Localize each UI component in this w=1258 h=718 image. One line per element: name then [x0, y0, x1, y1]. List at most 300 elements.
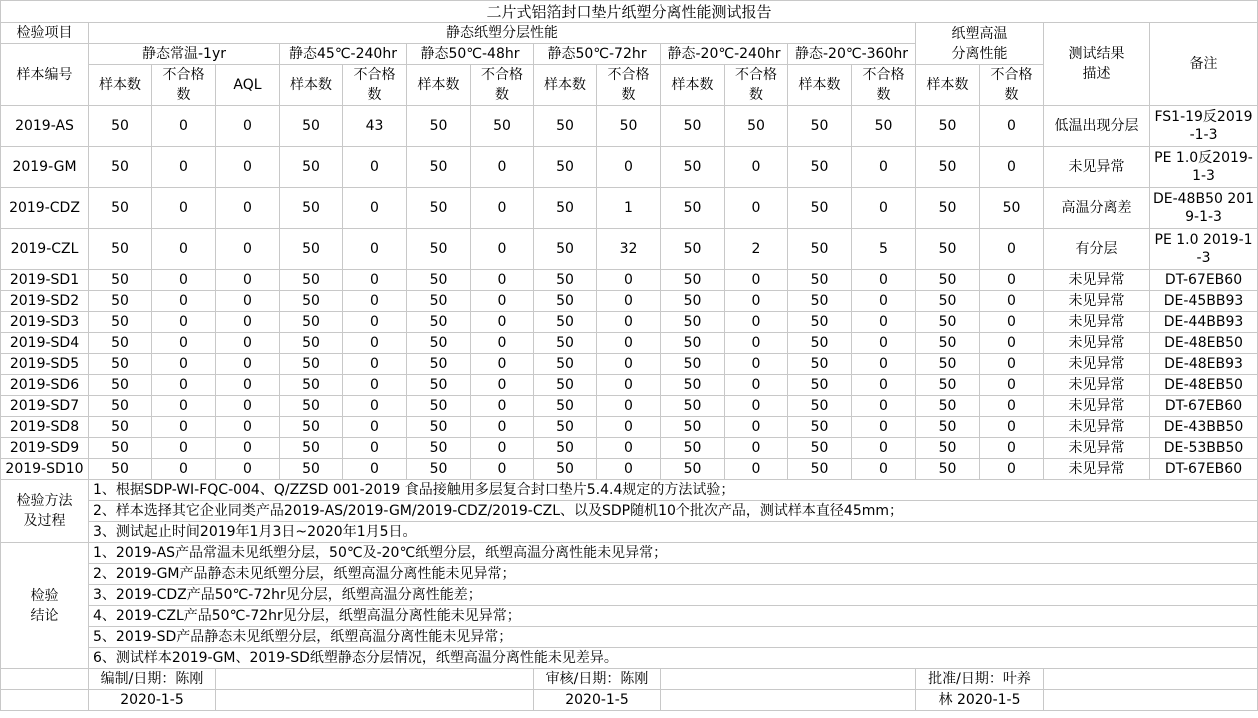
value-cell: 0	[152, 438, 216, 459]
value-cell: 50	[661, 188, 725, 229]
value-cell: 50	[407, 417, 471, 438]
value-cell: 50	[471, 106, 534, 147]
value-cell: 50	[534, 147, 597, 188]
value-cell: 0	[216, 354, 280, 375]
value-cell: 50	[661, 312, 725, 333]
value-cell: 0	[597, 438, 661, 459]
value-cell: 50	[534, 375, 597, 396]
value-cell: 50	[89, 147, 152, 188]
value-cell: 50	[788, 375, 852, 396]
sample-id-cell: 2019-SD4	[1, 333, 89, 354]
value-cell: 0	[471, 354, 534, 375]
remark-cell: DE-48EB50	[1150, 375, 1258, 396]
sample-count-header: 样本数	[916, 65, 980, 106]
value-cell: 0	[725, 147, 788, 188]
value-cell: 0	[725, 417, 788, 438]
conclusion-line: 2、2019-GM产品静态未见纸塑分层，纸塑高温分离性能未见异常；	[89, 564, 1258, 585]
conclusion-line: 3、2019-CDZ产品50℃-72hr见分层，纸塑高温分离性能差；	[89, 585, 1258, 606]
value-cell: 50	[407, 333, 471, 354]
table-row	[1, 396, 1258, 417]
value-cell: 0	[216, 312, 280, 333]
value-cell: 0	[852, 188, 916, 229]
result-desc-cell: 未见异常	[1044, 333, 1150, 354]
sample-count-header: 样本数	[407, 65, 471, 106]
value-cell: 32	[597, 229, 661, 270]
value-cell: 50	[280, 188, 343, 229]
value-cell: 0	[980, 229, 1044, 270]
value-cell: 50	[534, 354, 597, 375]
value-cell: 0	[152, 396, 216, 417]
value-cell: 50	[916, 459, 980, 480]
value-cell: 50	[916, 396, 980, 417]
value-cell: 50	[597, 106, 661, 147]
reviewed-date: 2020-1-5	[534, 690, 661, 711]
value-cell: 0	[725, 438, 788, 459]
value-cell: 50	[407, 106, 471, 147]
value-cell: 0	[216, 106, 280, 147]
remark-cell: DT-67EB60	[1150, 396, 1258, 417]
result-desc-cell: 未见异常	[1044, 312, 1150, 333]
value-cell: 5	[852, 229, 916, 270]
condition-header: 静态50℃-48hr	[407, 44, 534, 65]
value-cell: 50	[916, 188, 980, 229]
result-desc-cell: 未见异常	[1044, 417, 1150, 438]
remark-cell: DT-67EB60	[1150, 459, 1258, 480]
value-cell: 50	[788, 417, 852, 438]
value-cell: 0	[852, 396, 916, 417]
value-cell: 50	[788, 459, 852, 480]
value-cell: 0	[471, 188, 534, 229]
value-cell: 50	[916, 312, 980, 333]
remark-cell: DE-43BB50	[1150, 417, 1258, 438]
value-cell: 50	[534, 333, 597, 354]
value-cell: 50	[788, 354, 852, 375]
value-cell: 0	[471, 459, 534, 480]
value-cell: 0	[725, 459, 788, 480]
value-cell: 50	[280, 459, 343, 480]
conclusion-line: 1、2019-AS产品常温未见纸塑分层，50℃及-20℃纸塑分层，纸塑高温分离性能未见异常；	[89, 543, 1258, 564]
value-cell: 0	[597, 147, 661, 188]
value-cell: 50	[788, 396, 852, 417]
value-cell: 0	[152, 147, 216, 188]
value-cell: 50	[280, 229, 343, 270]
value-cell: 0	[852, 375, 916, 396]
value-cell: 0	[597, 333, 661, 354]
value-cell: 50	[407, 396, 471, 417]
method-line: 2、样本选择其它企业同类产品2019-AS/2019-GM/2019-CDZ/2019-CZL、以及SDP随机10个批次产品，测试样本直径45mm；	[89, 501, 1258, 522]
test-item-header: 检验项目	[1, 23, 89, 44]
value-cell: 0	[471, 229, 534, 270]
value-cell: 0	[597, 270, 661, 291]
fail-count-header: 不合格 数	[725, 65, 788, 106]
condition-header: 静态45℃-240hr	[280, 44, 407, 65]
sample-id-cell: 2019-SD2	[1, 291, 89, 312]
value-cell: 0	[216, 375, 280, 396]
fail-count-header: 不合格 数	[597, 65, 661, 106]
fail-count-header: 不合格 数	[980, 65, 1044, 106]
value-cell: 0	[725, 312, 788, 333]
condition-header: 静态-20℃-240hr	[661, 44, 788, 65]
value-cell: 50	[89, 438, 152, 459]
remark-cell: DE-45BB93	[1150, 291, 1258, 312]
value-cell: 50	[788, 312, 852, 333]
report-title: 二片式铝箔封口垫片纸塑分离性能测试报告	[1, 1, 1258, 23]
remark-cell: DE-48EB50	[1150, 333, 1258, 354]
table-row	[1, 375, 1258, 396]
value-cell: 50	[407, 229, 471, 270]
value-cell: 0	[980, 417, 1044, 438]
table-row	[1, 270, 1258, 291]
result-desc-cell: 未见异常	[1044, 270, 1150, 291]
value-cell: 0	[152, 375, 216, 396]
value-cell: 50	[407, 270, 471, 291]
conclusion-label-line: 检验	[30, 587, 59, 604]
value-cell: 0	[216, 188, 280, 229]
value-cell: 50	[661, 270, 725, 291]
footer-blank	[216, 690, 534, 711]
value-cell: 0	[216, 270, 280, 291]
value-cell: 0	[471, 333, 534, 354]
value-cell: 0	[852, 291, 916, 312]
value-cell: 50	[661, 106, 725, 147]
result-desc-cell: 未见异常	[1044, 438, 1150, 459]
value-cell: 0	[980, 375, 1044, 396]
value-cell: 50	[407, 188, 471, 229]
value-cell: 0	[343, 354, 407, 375]
footer-blank	[661, 669, 916, 690]
footer-blank	[216, 669, 534, 690]
table-row	[1, 354, 1258, 375]
reviewed-by: 审核/日期：陈刚	[534, 669, 661, 690]
table-row	[1, 147, 1258, 188]
value-cell: 50	[534, 291, 597, 312]
value-cell: 50	[407, 375, 471, 396]
value-cell: 50	[661, 147, 725, 188]
value-cell: 50	[280, 333, 343, 354]
value-cell: 50	[852, 106, 916, 147]
value-cell: 0	[597, 375, 661, 396]
value-cell: 0	[471, 147, 534, 188]
value-cell: 0	[152, 417, 216, 438]
value-cell: 0	[980, 291, 1044, 312]
value-cell: 50	[534, 229, 597, 270]
value-cell: 50	[534, 312, 597, 333]
table-row	[1, 106, 1258, 147]
value-cell: 50	[534, 270, 597, 291]
value-cell: 50	[280, 106, 343, 147]
value-cell: 50	[661, 417, 725, 438]
value-cell: 50	[407, 438, 471, 459]
value-cell: 50	[280, 375, 343, 396]
value-cell: 50	[534, 459, 597, 480]
value-cell: 0	[216, 291, 280, 312]
value-cell: 50	[788, 147, 852, 188]
value-cell: 50	[89, 188, 152, 229]
table-row	[1, 229, 1258, 270]
value-cell: 0	[216, 438, 280, 459]
value-cell: 0	[216, 229, 280, 270]
value-cell: 0	[725, 396, 788, 417]
remark-cell: FS1-19反2019-1-3	[1150, 106, 1258, 147]
value-cell: 50	[280, 312, 343, 333]
sample-id-cell: 2019-SD10	[1, 459, 89, 480]
value-cell: 0	[980, 312, 1044, 333]
method-label-line: 检验方法	[16, 493, 73, 509]
sample-id-cell: 2019-SD6	[1, 375, 89, 396]
result-desc-cell: 未见异常	[1044, 459, 1150, 480]
value-cell: 50	[280, 270, 343, 291]
value-cell: 0	[343, 188, 407, 229]
value-cell: 50	[916, 438, 980, 459]
sample-id-cell: 2019-SD5	[1, 354, 89, 375]
value-cell: 50	[280, 354, 343, 375]
value-cell: 0	[216, 417, 280, 438]
remark-cell: PE 1.0 2019-1-3	[1150, 229, 1258, 270]
method-line: 1、根据SDP-WI-FQC-004、Q/ZZSD 001-2019 食品接触用多层复合封口垫片5.4.4规定的方法试验；	[89, 480, 1258, 501]
footer-blank	[661, 690, 916, 711]
approved-date: 林 2020-1-5	[916, 690, 1044, 711]
result-desc-cell: 未见异常	[1044, 354, 1150, 375]
value-cell: 0	[597, 291, 661, 312]
value-cell: 0	[597, 417, 661, 438]
value-cell: 50	[661, 229, 725, 270]
value-cell: 0	[471, 312, 534, 333]
value-cell: 50	[89, 417, 152, 438]
footer-blank	[1, 690, 89, 711]
value-cell: 50	[407, 312, 471, 333]
sample-id-cell: 2019-SD7	[1, 396, 89, 417]
value-cell: 50	[916, 375, 980, 396]
value-cell: 1	[597, 188, 661, 229]
fail-count-header: 不合格 数	[852, 65, 916, 106]
conclusion-line: 5、2019-SD产品静态未见纸塑分层，纸塑高温分离性能未见异常；	[89, 627, 1258, 648]
value-cell: 50	[661, 438, 725, 459]
value-cell: 0	[597, 312, 661, 333]
sample-id-cell: 2019-SD1	[1, 270, 89, 291]
table-row	[1, 459, 1258, 480]
value-cell: 0	[980, 106, 1044, 147]
fail-count-header: 不合格 数	[471, 65, 534, 106]
table-row	[1, 417, 1258, 438]
value-cell: 0	[343, 459, 407, 480]
sample-id-cell: 2019-SD8	[1, 417, 89, 438]
value-cell: 0	[980, 147, 1044, 188]
sample-id-cell: 2019-AS	[1, 106, 89, 147]
value-cell: 50	[89, 312, 152, 333]
value-cell: 50	[916, 106, 980, 147]
table-row	[1, 291, 1258, 312]
value-cell: 50	[916, 354, 980, 375]
footer-blank	[1044, 669, 1258, 690]
layer-group-header: 静态纸塑分层性能	[89, 23, 916, 44]
value-cell: 50	[534, 396, 597, 417]
method-label	[1, 480, 89, 543]
remark-cell: DE-48B50 2019-1-3	[1150, 188, 1258, 229]
value-cell: 50	[407, 291, 471, 312]
value-cell: 0	[597, 354, 661, 375]
sample-id-header: 样本编号	[1, 44, 89, 106]
value-cell: 50	[916, 333, 980, 354]
value-cell: 0	[725, 188, 788, 229]
value-cell: 0	[216, 396, 280, 417]
value-cell: 50	[280, 396, 343, 417]
value-cell: 0	[152, 270, 216, 291]
value-cell: 0	[343, 270, 407, 291]
value-cell: 50	[661, 354, 725, 375]
remark-cell: DT-67EB60	[1150, 270, 1258, 291]
prepared-date: 2020-1-5	[89, 690, 216, 711]
value-cell: 50	[280, 417, 343, 438]
fail-count-header: 不合格 数	[152, 65, 216, 106]
value-cell: 50	[788, 438, 852, 459]
value-cell: 0	[471, 291, 534, 312]
value-cell: 50	[534, 188, 597, 229]
value-cell: 0	[471, 270, 534, 291]
value-cell: 50	[280, 147, 343, 188]
value-cell: 0	[725, 291, 788, 312]
remark-cell: DE-53BB50	[1150, 438, 1258, 459]
result-desc-cell: 未见异常	[1044, 375, 1150, 396]
table-row	[1, 333, 1258, 354]
value-cell: 0	[471, 396, 534, 417]
value-cell: 50	[89, 354, 152, 375]
value-cell: 50	[661, 459, 725, 480]
value-cell: 0	[852, 270, 916, 291]
value-cell: 0	[725, 375, 788, 396]
value-cell: 50	[661, 396, 725, 417]
value-cell: 0	[980, 396, 1044, 417]
result-desc-cell: 高温分离差	[1044, 188, 1150, 229]
value-cell: 0	[152, 312, 216, 333]
value-cell: 0	[471, 438, 534, 459]
high-temp-header-line: 分离性能	[951, 45, 1008, 62]
value-cell: 0	[725, 333, 788, 354]
value-cell: 50	[280, 291, 343, 312]
value-cell: 0	[343, 417, 407, 438]
value-cell: 0	[852, 459, 916, 480]
sample-count-header: 样本数	[661, 65, 725, 106]
value-cell: 0	[597, 459, 661, 480]
value-cell: 0	[152, 291, 216, 312]
value-cell: 50	[661, 291, 725, 312]
value-cell: 50	[916, 291, 980, 312]
table-row	[1, 438, 1258, 459]
value-cell: 50	[916, 229, 980, 270]
value-cell: 0	[980, 438, 1044, 459]
result-desc-header-line: 描述	[1082, 66, 1111, 82]
value-cell: 50	[89, 270, 152, 291]
value-cell: 0	[980, 354, 1044, 375]
value-cell: 50	[661, 375, 725, 396]
result-desc-cell: 未见异常	[1044, 147, 1150, 188]
value-cell: 0	[216, 459, 280, 480]
aql-header: AQL	[216, 65, 280, 106]
conclusion-line: 6、测试样本2019-GM、2019-SD纸塑静态分层情况，纸塑高温分离性能未见差异。	[89, 648, 1258, 669]
value-cell: 0	[343, 333, 407, 354]
value-cell: 0	[152, 354, 216, 375]
value-cell: 50	[788, 333, 852, 354]
value-cell: 0	[152, 106, 216, 147]
prepared-by: 编制/日期：陈刚	[89, 669, 216, 690]
value-cell: 50	[89, 291, 152, 312]
value-cell: 0	[852, 354, 916, 375]
value-cell: 0	[216, 333, 280, 354]
value-cell: 50	[661, 333, 725, 354]
high-temp-header	[916, 23, 1044, 65]
footer-blank	[1, 669, 89, 690]
value-cell: 0	[152, 333, 216, 354]
value-cell: 50	[980, 188, 1044, 229]
result-desc-header	[1044, 23, 1150, 106]
value-cell: 0	[152, 188, 216, 229]
value-cell: 43	[343, 106, 407, 147]
fail-count-header: 不合格 数	[343, 65, 407, 106]
sample-count-header: 样本数	[280, 65, 343, 106]
footer-blank	[1044, 690, 1258, 711]
value-cell: 0	[343, 396, 407, 417]
value-cell: 50	[788, 270, 852, 291]
sample-id-cell: 2019-GM	[1, 147, 89, 188]
value-cell: 0	[343, 147, 407, 188]
value-cell: 50	[89, 459, 152, 480]
result-desc-cell: 未见异常	[1044, 396, 1150, 417]
value-cell: 50	[788, 106, 852, 147]
sample-id-cell: 2019-SD9	[1, 438, 89, 459]
value-cell: 50	[407, 459, 471, 480]
value-cell: 0	[471, 417, 534, 438]
value-cell: 50	[788, 188, 852, 229]
value-cell: 0	[343, 375, 407, 396]
value-cell: 0	[597, 396, 661, 417]
value-cell: 0	[980, 270, 1044, 291]
value-cell: 0	[152, 229, 216, 270]
remark-header: 备注	[1150, 23, 1258, 106]
sample-count-header: 样本数	[89, 65, 152, 106]
value-cell: 50	[916, 147, 980, 188]
value-cell: 50	[788, 291, 852, 312]
value-cell: 50	[89, 396, 152, 417]
value-cell: 0	[725, 354, 788, 375]
value-cell: 0	[343, 438, 407, 459]
sample-id-cell: 2019-CZL	[1, 229, 89, 270]
conclusion-label-line: 结论	[30, 607, 59, 624]
value-cell: 0	[216, 147, 280, 188]
result-desc-cell: 有分层	[1044, 229, 1150, 270]
value-cell: 50	[89, 375, 152, 396]
value-cell: 0	[852, 333, 916, 354]
value-cell: 0	[852, 417, 916, 438]
method-label-line: 及过程	[23, 513, 66, 529]
remark-cell: PE 1.0反2019-1-3	[1150, 147, 1258, 188]
value-cell: 50	[916, 270, 980, 291]
value-cell: 50	[89, 106, 152, 147]
value-cell: 0	[343, 229, 407, 270]
method-line: 3、测试起止时间2019年1月3日~2020年1月5日。	[89, 522, 1258, 543]
remark-cell: DE-44BB93	[1150, 312, 1258, 333]
value-cell: 0	[852, 147, 916, 188]
high-temp-header-line: 纸塑高温	[951, 25, 1008, 42]
value-cell: 50	[788, 229, 852, 270]
value-cell: 0	[471, 375, 534, 396]
value-cell: 0	[343, 312, 407, 333]
value-cell: 50	[725, 106, 788, 147]
table-row	[1, 312, 1258, 333]
value-cell: 50	[89, 333, 152, 354]
result-desc-cell: 未见异常	[1044, 291, 1150, 312]
value-cell: 50	[407, 147, 471, 188]
result-desc-header-line: 测试结果	[1068, 46, 1125, 62]
conclusion-label	[1, 543, 89, 669]
